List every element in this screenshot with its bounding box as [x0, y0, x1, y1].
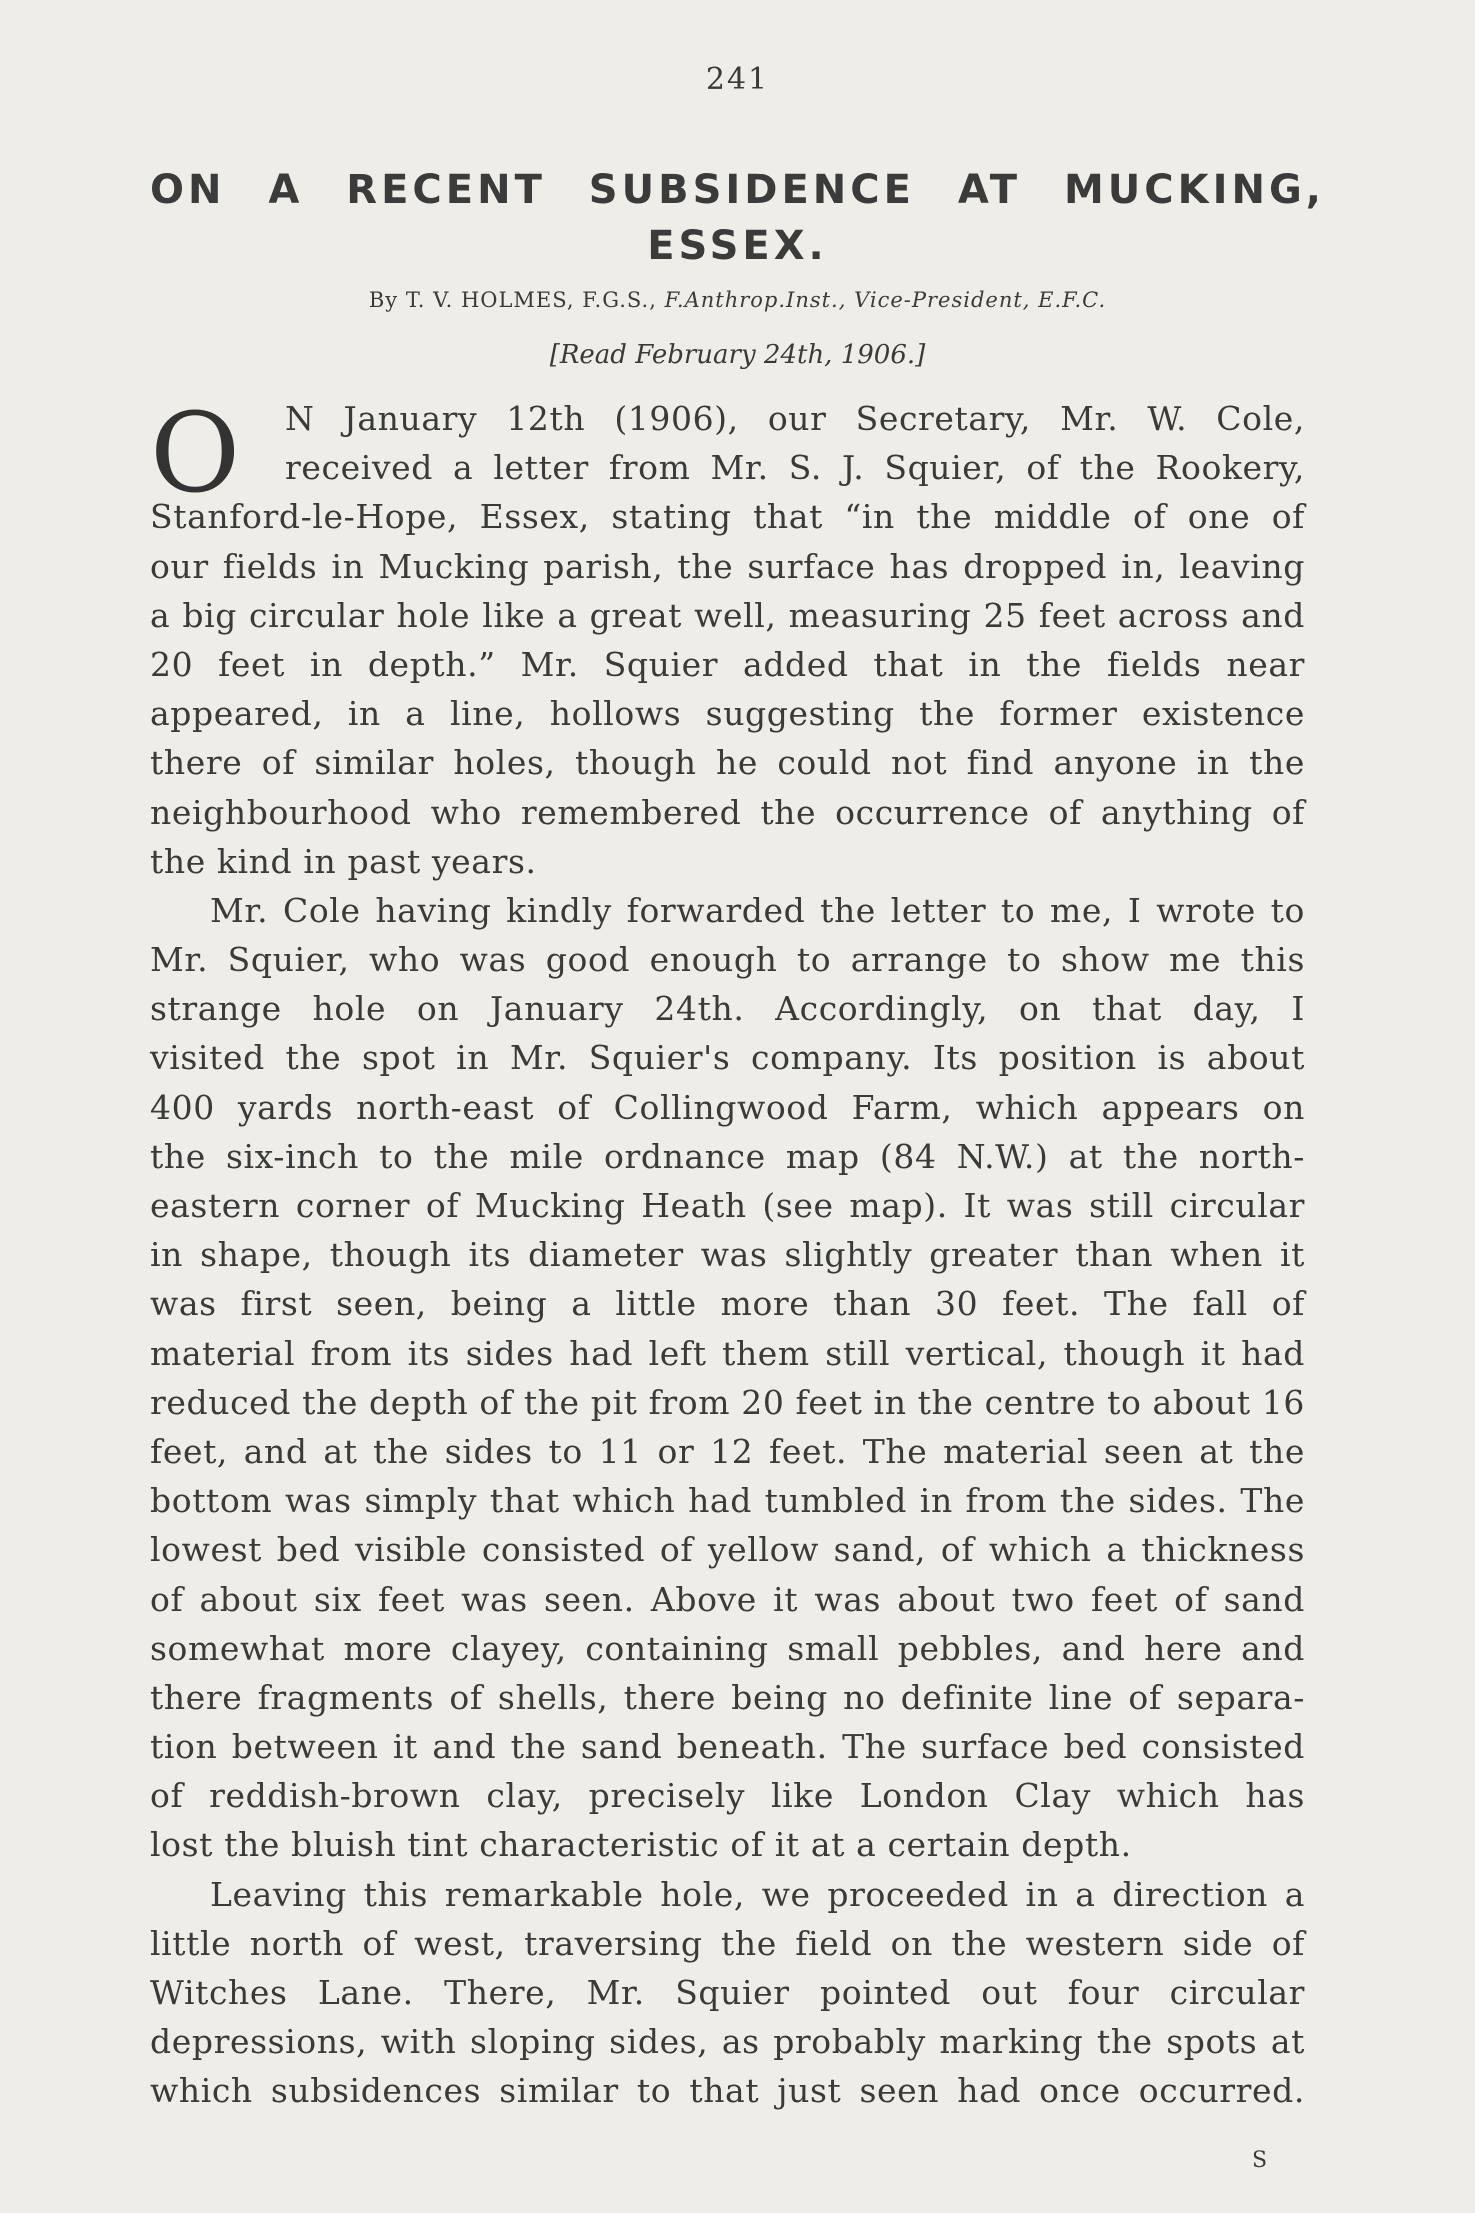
signature-mark: S: [1252, 2148, 1268, 2173]
text-line: bottom was simply that which had tumbled in from the sides. The: [150, 1481, 1305, 1521]
byline-affiliation: F.Anthrop.Inst., Vice-President, E.F.C.: [664, 288, 1107, 312]
text-line: depressions, with sloping sides, as probably marking the spots at: [150, 2022, 1305, 2062]
drop-cap: O: [150, 389, 241, 517]
text-line: a big circular hole like a great well, measuring 25 feet across and: [150, 595, 1305, 635]
text-line: 400 yards north-east of Collingwood Farm, which appears on: [150, 1087, 1305, 1127]
text-line: Stanford-le-Hope, Essex, stating that “in the middle of one of: [150, 497, 1305, 537]
text-line: the six-inch to the mile ordnance map (84 N.W.) at the north-: [150, 1136, 1305, 1176]
text-line: the kind in past years.: [150, 841, 537, 881]
text-line: received a letter from Mr. S. J. Squier, of the Rookery,: [285, 448, 1305, 488]
article-title: [150, 162, 1325, 274]
page-number: 241: [705, 62, 770, 97]
text-line: appeared, in a line, hollows suggesting the former existence: [150, 694, 1305, 734]
byline-author: By T. V. HOLMES, F.G.S.,: [368, 288, 665, 312]
text-line: Mr. Squier, who was good enough to arrange to show me this: [150, 940, 1305, 980]
text-line: was first seen, being a little more than 30 feet. The fall of: [150, 1284, 1305, 1324]
text-line: somewhat more clayey, containing small pebbles, and here and: [150, 1628, 1305, 1668]
byline: [0, 288, 1475, 312]
text-line: visited the spot in Mr. Squier's company. Its position is about: [150, 1038, 1305, 1078]
text-line: little north of west, traversing the field on the western side of: [150, 1923, 1305, 1963]
text-line: eastern corner of Mucking Heath (see map). It was still circular: [150, 1186, 1305, 1225]
text-line: there of similar holes, though he could not find anyone in the: [150, 743, 1305, 783]
text-line: Leaving this remarkable hole, we proceeded in a direction a: [210, 1874, 1305, 1914]
text-line: our fields in Mucking parish, the surface has dropped in, leaving: [150, 546, 1305, 586]
text-line: feet, and at the sides to 11 or 12 feet. The material seen at the: [150, 1431, 1305, 1471]
article-body: [150, 389, 1305, 2116]
text-line: of reddish-brown clay, precisely like London Clay which has: [150, 1776, 1305, 1816]
title-line-2: ESSEX.: [647, 223, 828, 269]
text-line: material from its sides had left them still vertical, though it had: [150, 1333, 1305, 1373]
text-line: tion between it and the sand beneath. The surface bed consisted: [150, 1727, 1305, 1767]
paragraph-2: [150, 886, 1305, 1870]
text-line: Witches Lane. There, Mr. Squier pointed out four circular: [150, 1973, 1305, 2012]
paragraph-3: [150, 1870, 1305, 2116]
title-line-1: ON A RECENT SUBSIDENCE AT MUCKING,: [150, 167, 1325, 213]
text-line: which subsidences similar to that just seen had once occurred.: [150, 2071, 1305, 2111]
text-line: neighbourhood who remembered the occurrence of anything of: [150, 792, 1305, 832]
text-line: Mr. Cole having kindly forwarded the letter to me, I wrote to: [210, 890, 1305, 930]
text-line: strange hole on January 24th. Accordingly, on that day, I: [150, 989, 1305, 1029]
read-date: [Read February 24th, 1906.]: [549, 340, 926, 370]
text-line: 20 feet in depth.” Mr. Squier added that in the fields near: [150, 644, 1305, 684]
text-line: there fragments of shells, there being no definite line of separa-: [150, 1677, 1305, 1717]
text-line: N January 12th (1906), our Secretary, Mr. W. Cole,: [285, 399, 1305, 438]
text-line: in shape, though its diameter was slightly greater than when it: [150, 1235, 1305, 1275]
text-line: lowest bed visible consisted of yellow sand, of which a thickness: [150, 1530, 1305, 1570]
paragraph-1: [150, 389, 1305, 886]
text-line: of about six feet was seen. Above it was about two feet of sand: [150, 1579, 1305, 1619]
text-line: lost the bluish tint characteristic of it at a certain depth.: [150, 1825, 1132, 1865]
text-line: reduced the depth of the pit from 20 feet in the centre to about 16: [150, 1382, 1305, 1422]
